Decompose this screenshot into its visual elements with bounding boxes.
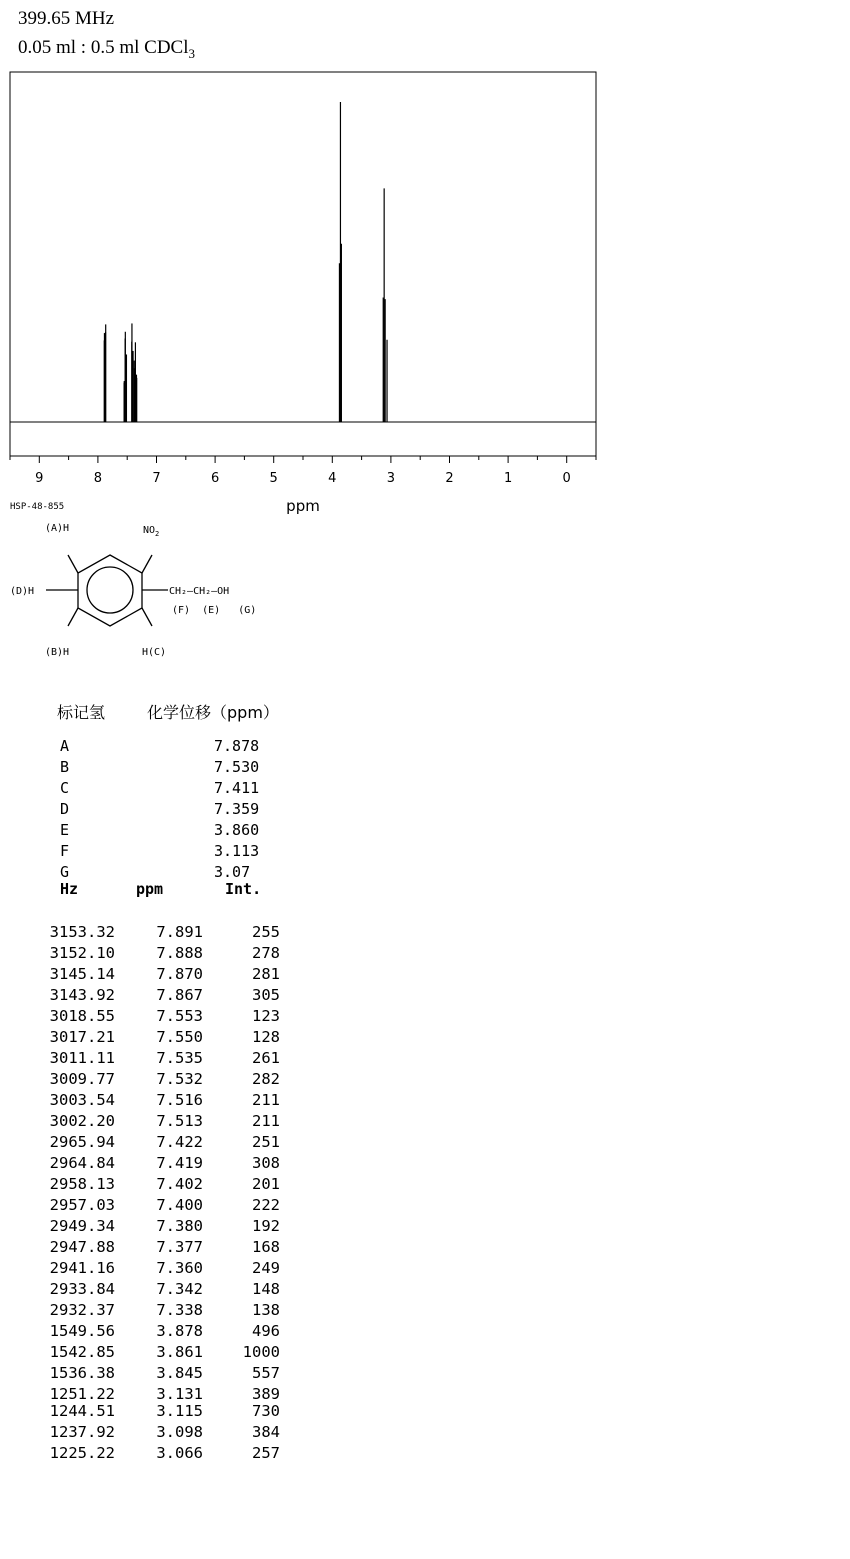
peak-hz: 3018.55 bbox=[49, 1007, 115, 1025]
peak-ppm: 7.535 bbox=[156, 1049, 203, 1067]
label-fe-g: (F) (E) (G) bbox=[172, 605, 257, 616]
x-tick-label: 2 bbox=[445, 471, 454, 486]
peak-hz: 2964.84 bbox=[49, 1154, 115, 1172]
peak-hz: 2949.34 bbox=[49, 1217, 115, 1235]
x-tick-label: 7 bbox=[152, 471, 161, 486]
peak-table-header-int: Int. bbox=[225, 880, 262, 898]
shift-label: A bbox=[60, 737, 70, 755]
peak-hz: 3009.77 bbox=[49, 1070, 115, 1088]
peak-int: 128 bbox=[252, 1028, 280, 1046]
peak-hz: 2932.37 bbox=[49, 1301, 115, 1319]
peak-int: 201 bbox=[252, 1175, 280, 1193]
aromatic-circle bbox=[87, 567, 133, 613]
peak-int: 308 bbox=[252, 1154, 280, 1172]
peak-int: 123 bbox=[252, 1007, 280, 1025]
peak-hz: 3003.54 bbox=[49, 1091, 115, 1109]
peak-ppm: 7.400 bbox=[156, 1196, 203, 1214]
solvent-text: 0.05 ml : 0.5 ml CDCl bbox=[18, 37, 189, 58]
shift-value: 3.07 bbox=[214, 863, 251, 881]
shift-value: 7.530 bbox=[214, 758, 260, 776]
label-b: (B)H bbox=[45, 647, 70, 658]
shift-label: B bbox=[60, 758, 70, 776]
peak-ppm: 3.066 bbox=[156, 1444, 203, 1462]
peak-hz: 1536.38 bbox=[49, 1364, 115, 1382]
peak-hz: 3011.11 bbox=[49, 1049, 115, 1067]
peak-int: 211 bbox=[252, 1091, 280, 1109]
shift-label: G bbox=[60, 863, 70, 881]
peak-ppm: 7.888 bbox=[156, 944, 203, 962]
shift-value: 3.113 bbox=[214, 842, 260, 860]
no2-subscript: 2 bbox=[155, 530, 160, 538]
peak-int: 257 bbox=[252, 1444, 280, 1462]
peak-hz: 1542.85 bbox=[49, 1343, 115, 1361]
peak-ppm: 7.867 bbox=[156, 986, 203, 1004]
peak-int: 1000 bbox=[242, 1343, 280, 1361]
peak-int: 261 bbox=[252, 1049, 280, 1067]
x-axis-label: ppm bbox=[286, 497, 320, 515]
shift-label: D bbox=[60, 800, 70, 818]
peak-ppm: 7.513 bbox=[156, 1112, 203, 1130]
label-a: (A)H bbox=[45, 523, 70, 534]
label-no2 bbox=[143, 525, 159, 538]
peak-int: 148 bbox=[252, 1280, 280, 1298]
shift-table-header-shift: 化学位移（ppm） bbox=[147, 703, 279, 722]
shift-label: E bbox=[60, 821, 70, 839]
x-tick-label: 3 bbox=[386, 471, 396, 486]
label-d: (D)H bbox=[10, 586, 35, 597]
peak-table-header-hz: Hz bbox=[60, 880, 79, 898]
peak-hz: 3143.92 bbox=[49, 986, 115, 1004]
peak-hz: 3002.20 bbox=[49, 1112, 115, 1130]
peak-ppm: 7.419 bbox=[156, 1154, 203, 1172]
peak-hz: 2957.03 bbox=[49, 1196, 115, 1214]
peak-ppm: 7.360 bbox=[156, 1259, 203, 1277]
peak-hz: 2947.88 bbox=[49, 1238, 115, 1256]
bond-b bbox=[68, 608, 78, 626]
peak-int: 278 bbox=[252, 944, 280, 962]
peak-int: 192 bbox=[252, 1217, 280, 1235]
peak-ppm: 7.891 bbox=[156, 923, 203, 941]
peak-hz: 1251.22 bbox=[49, 1385, 115, 1403]
spectrometer-frequency: 399.65 MHz bbox=[18, 8, 115, 29]
peak-ppm: 7.422 bbox=[156, 1133, 203, 1151]
peak-hz: 2958.13 bbox=[49, 1175, 115, 1193]
peak-int: 730 bbox=[252, 1402, 280, 1420]
x-tick-label: 4 bbox=[328, 471, 337, 486]
peak-hz: 3017.21 bbox=[49, 1028, 115, 1046]
peak-int: 138 bbox=[252, 1301, 280, 1319]
peak-hz: 1244.51 bbox=[49, 1402, 115, 1420]
shift-label: C bbox=[60, 779, 70, 797]
bond-a bbox=[68, 555, 78, 573]
peak-ppm: 7.532 bbox=[156, 1070, 203, 1088]
peak-int: 282 bbox=[252, 1070, 280, 1088]
solvent-subscript: 3 bbox=[188, 45, 195, 61]
peak-ppm: 7.553 bbox=[156, 1007, 203, 1025]
peak-table-header-ppm: ppm bbox=[136, 880, 164, 898]
peak-ppm: 3.131 bbox=[156, 1385, 203, 1403]
peak-ppm: 7.550 bbox=[156, 1028, 203, 1046]
peak-hz: 2965.94 bbox=[49, 1133, 115, 1151]
peak-hz: 1549.56 bbox=[49, 1322, 115, 1340]
x-axis bbox=[10, 456, 596, 486]
peak-series bbox=[104, 102, 387, 422]
shift-value: 7.878 bbox=[214, 737, 260, 755]
peak-ppm: 7.870 bbox=[156, 965, 203, 983]
peak-int: 251 bbox=[252, 1133, 280, 1151]
shift-table-header-label: 标记氢 bbox=[57, 703, 106, 722]
solvent-info bbox=[18, 37, 195, 62]
peak-ppm: 7.338 bbox=[156, 1301, 203, 1319]
peak-hz: 1237.92 bbox=[49, 1423, 115, 1441]
nmr-spectrum-chart bbox=[0, 60, 620, 520]
peak-ppm: 3.878 bbox=[156, 1322, 203, 1340]
peak-int: 222 bbox=[252, 1196, 280, 1214]
peak-ppm: 7.342 bbox=[156, 1280, 203, 1298]
peak-int: 496 bbox=[252, 1322, 280, 1340]
plot-frame bbox=[10, 72, 596, 456]
label-chain: CH₂—CH₂—OH bbox=[169, 586, 230, 597]
peak-int: 389 bbox=[252, 1385, 280, 1403]
bond-no2 bbox=[142, 555, 152, 573]
peak-hz: 2933.84 bbox=[49, 1280, 115, 1298]
shift-value: 7.359 bbox=[214, 800, 260, 818]
peak-int: 211 bbox=[252, 1112, 280, 1130]
peak-hz: 3153.32 bbox=[49, 923, 115, 941]
peak-int: 255 bbox=[252, 923, 280, 941]
peak-int: 384 bbox=[252, 1423, 280, 1441]
peak-int: 557 bbox=[252, 1364, 280, 1382]
x-tick-label: 5 bbox=[269, 471, 278, 486]
structure-code: HSP-48-855 bbox=[10, 502, 65, 512]
peak-int: 249 bbox=[252, 1259, 280, 1277]
x-tick-label: 1 bbox=[503, 471, 513, 486]
bond-c bbox=[142, 608, 152, 626]
peak-int: 281 bbox=[252, 965, 280, 983]
x-tick-label: 9 bbox=[35, 471, 44, 486]
molecule-structure bbox=[0, 512, 300, 672]
peak-ppm: 7.402 bbox=[156, 1175, 203, 1193]
peak-hz: 3145.14 bbox=[49, 965, 115, 983]
peak-ppm: 7.377 bbox=[156, 1238, 203, 1256]
peak-ppm: 7.516 bbox=[156, 1091, 203, 1109]
peak-ppm: 3.861 bbox=[156, 1343, 203, 1361]
x-tick-label: 0 bbox=[562, 471, 571, 486]
x-tick-label: 6 bbox=[210, 471, 220, 486]
shift-value: 7.411 bbox=[214, 779, 260, 797]
peak-ppm: 3.098 bbox=[156, 1423, 203, 1441]
peak-int: 305 bbox=[252, 986, 280, 1004]
peak-hz: 2941.16 bbox=[49, 1259, 115, 1277]
shift-value: 3.860 bbox=[214, 821, 260, 839]
shift-label: F bbox=[60, 842, 70, 860]
x-tick-label: 8 bbox=[93, 471, 103, 486]
peak-int: 168 bbox=[252, 1238, 280, 1256]
peak-ppm: 3.845 bbox=[156, 1364, 203, 1382]
peak-hz: 3152.10 bbox=[49, 944, 115, 962]
peak-ppm: 7.380 bbox=[156, 1217, 203, 1235]
label-c: H(C) bbox=[142, 647, 167, 658]
peak-ppm: 3.115 bbox=[156, 1402, 203, 1420]
no2-text: NO bbox=[143, 525, 156, 536]
peak-hz: 1225.22 bbox=[49, 1444, 115, 1462]
